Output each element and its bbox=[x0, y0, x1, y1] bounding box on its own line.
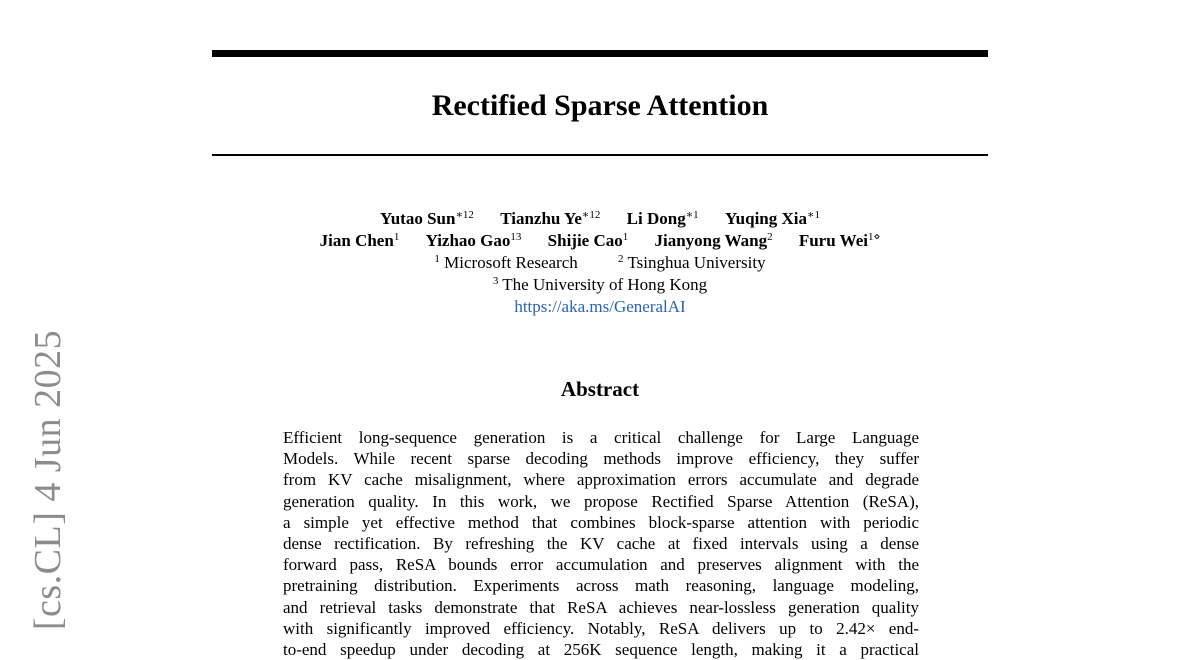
author: Jianyong Wang$^2$ bbox=[654, 231, 773, 250]
author-row-2 bbox=[212, 230, 988, 252]
author: Shijie Cao$^1$ bbox=[547, 231, 629, 250]
author: Jian Chen$^1$ bbox=[319, 231, 400, 250]
abstract-line: from KV cache misalignment, where approximation errors accumulate and degrade bbox=[283, 470, 919, 490]
author: Tianzhu $Ye^{∗12}$ bbox=[500, 209, 601, 228]
affiliation: $^1$ Microsoft Research bbox=[434, 253, 578, 272]
title-bottom-rule bbox=[212, 154, 988, 156]
affiliation: $^3$ The University of Hong Kong bbox=[492, 275, 708, 294]
abstract-line: pretraining distribution. Experiments across math reasoning, language modeling, bbox=[283, 576, 919, 596]
url-row bbox=[212, 296, 988, 318]
abstract-line: forward pass, ReSA bounds error accumulation and preserves alignment with the bbox=[283, 555, 919, 575]
affiliation-row-1 bbox=[212, 252, 988, 274]
arxiv-stamp: [cs.CL] 4 Jun 2025 bbox=[27, 329, 69, 631]
author: Furu Wei$^{1⋄}$ bbox=[798, 231, 881, 250]
affiliation: $^2$ Tsinghua University bbox=[618, 253, 766, 272]
paper-title: Rectified Sparse Attention bbox=[431, 89, 769, 122]
author: Yuqing Xia$^{∗1}$ bbox=[724, 209, 820, 228]
abstract-line: generation quality. In this work, we propose Rectified Sparse Attention (ReSA), bbox=[283, 491, 919, 511]
abstract-line: and retrieval tasks demonstrate that ReSA achieves near-lossless generation quality bbox=[283, 597, 919, 617]
author: Yutao Sun$^{∗12}$ bbox=[380, 209, 474, 228]
abstract-line: Efficient long-sequence generation is a critical challenge for Large Language bbox=[283, 428, 919, 447]
title-top-rule bbox=[212, 50, 988, 57]
abstract-body bbox=[283, 427, 919, 660]
author-block bbox=[212, 208, 988, 318]
abstract-line: to-end speedup under decoding at 256K sequence length, making it a practical bbox=[283, 640, 919, 660]
affiliation-row-2 bbox=[212, 274, 988, 296]
abstract-line: a simple yet effective method that combines block-sparse attention with periodic bbox=[283, 512, 919, 532]
author: Li Dong$^{∗1}$ bbox=[626, 209, 699, 228]
general-ai-link[interactable]: https://aka.ms/GeneralAI bbox=[514, 297, 686, 316]
abstract-heading: Abstract bbox=[560, 377, 640, 401]
author-row-1 bbox=[212, 208, 988, 230]
abstract-line: with significantly improved efficiency. Notably, ReSA delivers up to 2.42× end- bbox=[283, 618, 919, 638]
abstract-line: dense rectification. By refreshing the KV cache at fixed intervals using a dense bbox=[283, 534, 919, 554]
abstract-line: Models. While recent sparse decoding methods improve efficiency, they suffer bbox=[283, 449, 919, 469]
author: Yizhao Gao$^{13}$ bbox=[425, 231, 522, 250]
